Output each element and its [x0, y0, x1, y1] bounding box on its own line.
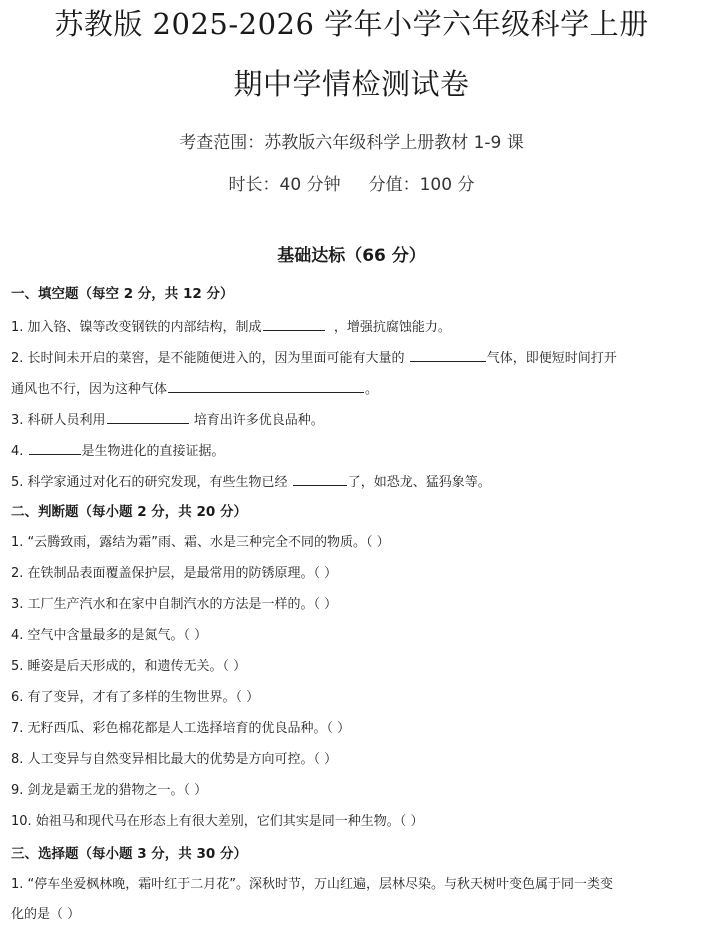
- judge-question: 1. “云腾致雨，露结为霜”雨、霜、水是三种完全不同的物质。（ ）: [11, 535, 390, 550]
- answer-blank: [410, 347, 486, 362]
- section-judge-heading: 二、判断题（每小题 2 分，共 20 分）: [11, 504, 247, 520]
- choice-question-1-cont: 化的是（ ）: [11, 907, 81, 922]
- exam-score: 分值：100 分: [368, 175, 475, 195]
- judge-question: 9. 剑龙是霸王龙的猎物之一。（ ）: [11, 783, 208, 798]
- fill-question-3: 3. 科研人员利用 培育出许多优良品种。: [11, 409, 324, 430]
- choice-question-1: 1. “停车坐爱枫林晚，霜叶红于二月花”。深秋时节，万山红遍，层林尽染。与秋天树叶变色属于同一类变: [11, 877, 614, 892]
- part-title: 基础达标（66 分）: [277, 246, 426, 266]
- exam-title-line1: 苏教版 2025-2026 学年小学六年级科学上册: [54, 7, 649, 41]
- answer-blank: [168, 378, 364, 393]
- judge-question: 3. 工厂生产汽水和在家中自制汽水的方法是一样的。（ ）: [11, 597, 338, 612]
- judge-question: 6. 有了变异，才有了多样的生物世界。（ ）: [11, 690, 260, 705]
- fill-question-1: 1. 加入铬、镍等改变钢铁的内部结构，制成 ，增强抗腐蚀能力。: [11, 316, 451, 337]
- exam-time-score: [0, 174, 703, 196]
- judge-question: 4. 空气中含量最多的是氮气。（ ）: [11, 628, 208, 643]
- answer-blank: [29, 440, 81, 455]
- judge-question: 8. 人工变异与自然变异相比最大的优势是方向可控。（ ）: [11, 752, 338, 767]
- judge-question: 5. 睡姿是后天形成的，和遗传无关。（ ）: [11, 659, 247, 674]
- fill-question-4: 4. 是生物进化的直接证据。: [11, 440, 225, 461]
- section-fill-heading: 一、填空题（每空 2 分，共 12 分）: [11, 286, 234, 302]
- answer-blank: [107, 409, 189, 424]
- judge-question: 2. 在铁制品表面覆盖保护层，是最常用的防锈原理。（ ）: [11, 566, 338, 581]
- fill-question-5: 5. 科学家通过对化石的研究发现，有些生物已经 了，如恐龙、猛犸象等。: [11, 471, 491, 492]
- judge-question: 10. 始祖马和现代马在形态上有很大差别，它们其实是同一种生物。（ ）: [11, 814, 424, 829]
- exam-duration: 时长：40 分钟: [228, 175, 341, 195]
- judge-question: 7. 无籽西瓜、彩色棉花都是人工选择培育的优良品种。（ ）: [11, 721, 351, 736]
- fill-question-2-cont: 通风也不行，因为这种气体 。: [11, 378, 378, 399]
- answer-blank: [293, 471, 347, 486]
- exam-title-line2: 期中学情检测试卷: [233, 67, 470, 101]
- answer-blank: [263, 316, 325, 331]
- fill-question-2: 2. 长时间未开启的菜窖，是不能随便进入的，因为里面可能有大量的 气体，即便短时间打开: [11, 347, 617, 368]
- section-choice-heading: 三、选择题（每小题 3 分，共 30 分）: [11, 846, 247, 862]
- exam-scope: 考查范围：苏教版六年级科学上册教材 1-9 课: [179, 133, 524, 153]
